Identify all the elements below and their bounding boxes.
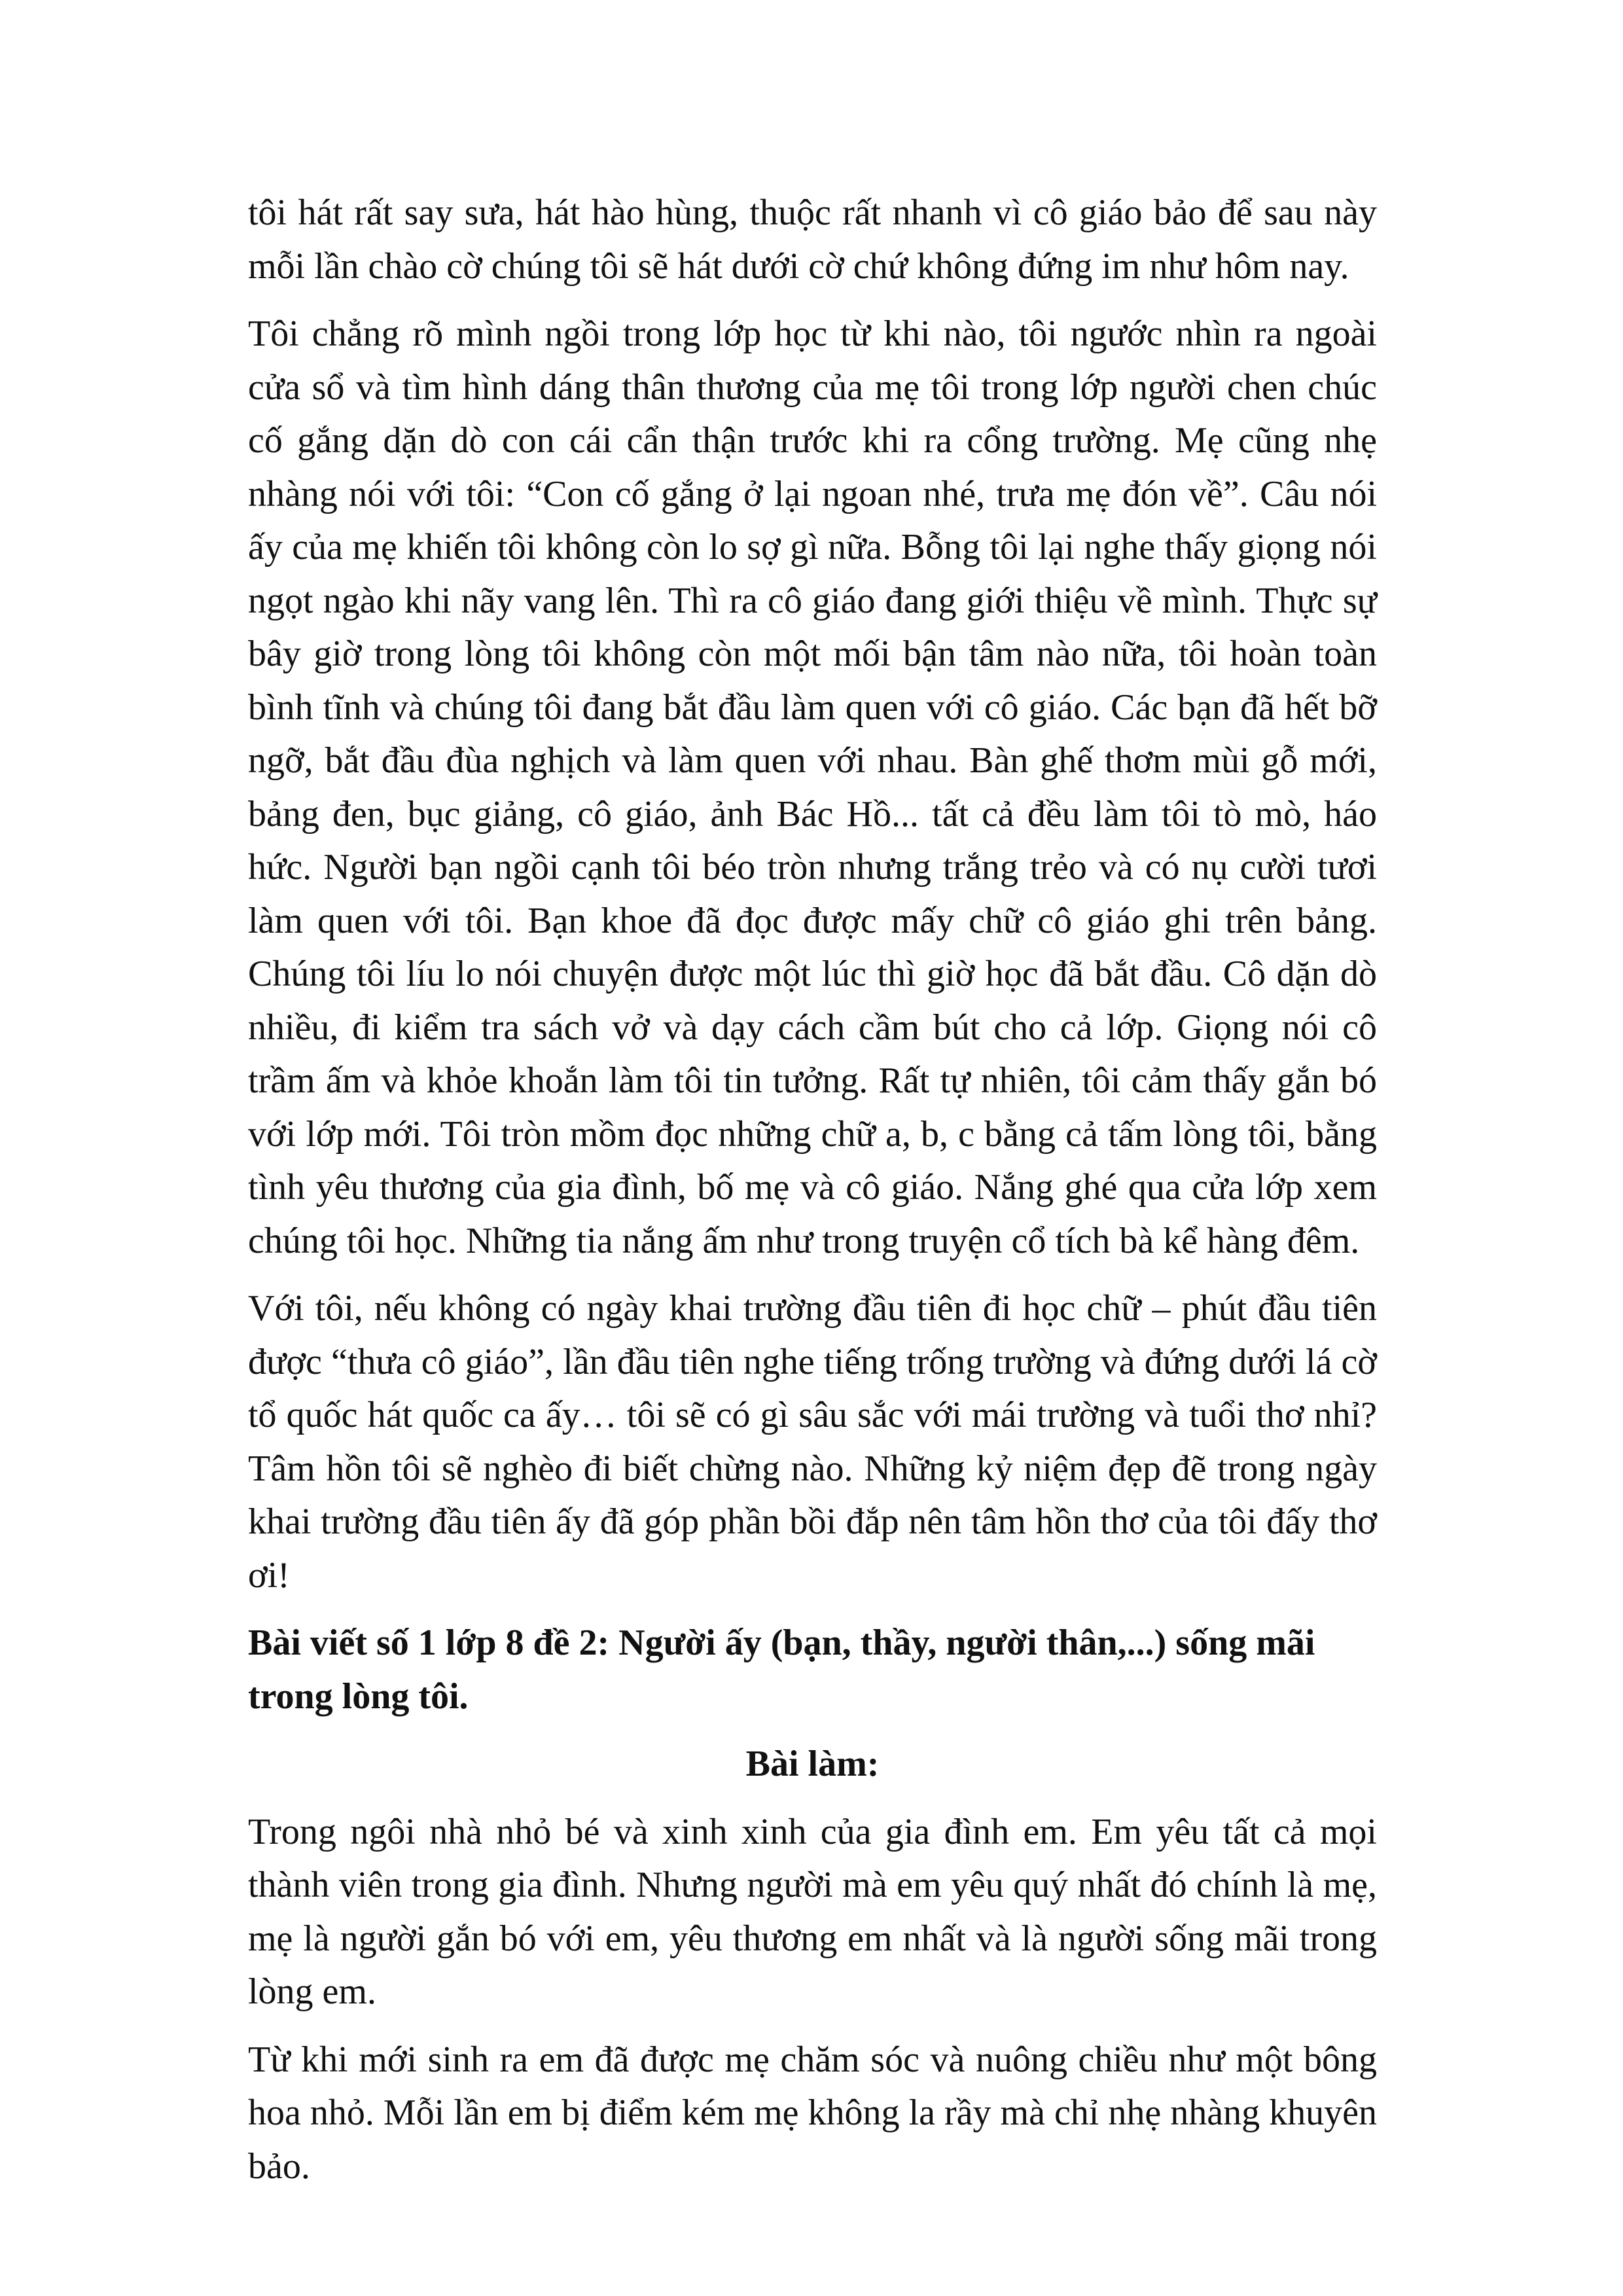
paragraph-classroom: Tôi chẳng rõ mình ngồi trong lớp học từ khi nào, tôi ngước nhìn ra ngoài cửa sổ và tìm hình dáng thân thương của mẹ tôi trong lớp người chen chúc cố gắng dặn dò con cái cẩn thận trước khi ra cổng trường. Mẹ cũng nhẹ nhàng nói với tôi: “Con cố gắng ở lại ngoan nhé, trưa mẹ đón về”. Câu nói ấy của mẹ khiến tôi không còn lo sợ gì nữa. Bỗng tôi lại nghe thấy giọng nói ngọt ngào khi nãy vang lên. Thì ra cô giáo đang giới thiệu về mình. Thực sự bây giờ trong lòng tôi không còn một mối bận tâm nào nữa, tôi hoàn toàn bình tĩnh và chúng tôi đang bắt đầu làm quen với cô giáo. Các bạn đã hết bỡ ngỡ, bắt đầu đùa nghịch và làm quen với nhau. Bàn ghế thơm mùi gỗ mới, bảng đen, bục giảng, cô giáo, ảnh Bác Hồ... tất cả đều làm tôi tò mò, háo hức. Người bạn ngồi cạnh tôi béo tròn nhưng trắng trẻo và có nụ cười tươi làm quen với tôi. Bạn khoe đã đọc được mấy chữ cô giáo ghi trên bảng. Chúng tôi líu lo nói chuyện được một lúc thì giờ học đã bắt đầu. Cô dặn dò nhiều, đi kiểm tra sách vở và dạy cách cầm bút cho cả lớp. Giọng nói cô trầm ấm và khỏe khoắn làm tôi tin tưởng. Rất tự nhiên, tôi cảm thấy gắn bó với lớp mới. Tôi tròn mồm đọc những chữ a, b, c bằng cả tấm lòng tôi, bằng tình yêu thương của gia đình, bố mẹ và cô giáo. Nắng ghé qua cửa lớp xem chúng tôi học. Những tia nắng ấm như trong truyện cổ tích bà kể hàng đêm. bbox=[248, 314, 1377, 1261]
essay-paragraph-mother: Từ khi mới sinh ra em đã được mẹ chăm sóc và nuông chiều như một bông hoa nhỏ. Mỗi lần em bị điểm kém mẹ không la rầy mà chỉ nhẹ nhàng khuyên bảo. bbox=[248, 2039, 1377, 2187]
essay-label: Bài làm: bbox=[745, 1744, 880, 1784]
essay-paragraph-family: Trong ngôi nhà nhỏ bé và xinh xinh của gia đình em. Em yêu tất cả mọi thành viên trong gia đình. Nhưng người mà em yêu quý nhất đó chính là mẹ, mẹ là người gắn bó với em, yêu thương em nhất và là người sống mãi trong lòng em. bbox=[248, 1811, 1377, 2012]
paragraph-singing: tôi hát rất say sưa, hát hào hùng, thuộc rất nhanh vì cô giáo bảo để sau này mỗi lần chào cờ chúng tôi sẽ hát dưới cờ chứ không đứng im như hôm nay. bbox=[248, 192, 1377, 287]
document-page bbox=[248, 187, 1377, 2208]
paragraph-reflection: Với tôi, nếu không có ngày khai trường đầu tiên đi học chữ – phút đầu tiên được “thưa cô giáo”, lần đầu tiên nghe tiếng trống trường và đứng dưới lá cờ tổ quốc hát quốc ca ấy… tôi sẽ có gì sâu sắc với mái trường và tuổi thơ nhỉ? Tâm hồn tôi sẽ nghèo đi biết chừng nào. Những kỷ niệm đẹp đẽ trong ngày khai trường đầu tiên ấy đã góp phần bồi đắp nên tâm hồn thơ của tôi đấy thơ ơi! bbox=[248, 1288, 1377, 1596]
section-title: Bài viết số 1 lớp 8 đề 2: Người ấy (bạn, thầy, người thân,...) sống mãi trong lòng tôi. bbox=[248, 1623, 1315, 1717]
